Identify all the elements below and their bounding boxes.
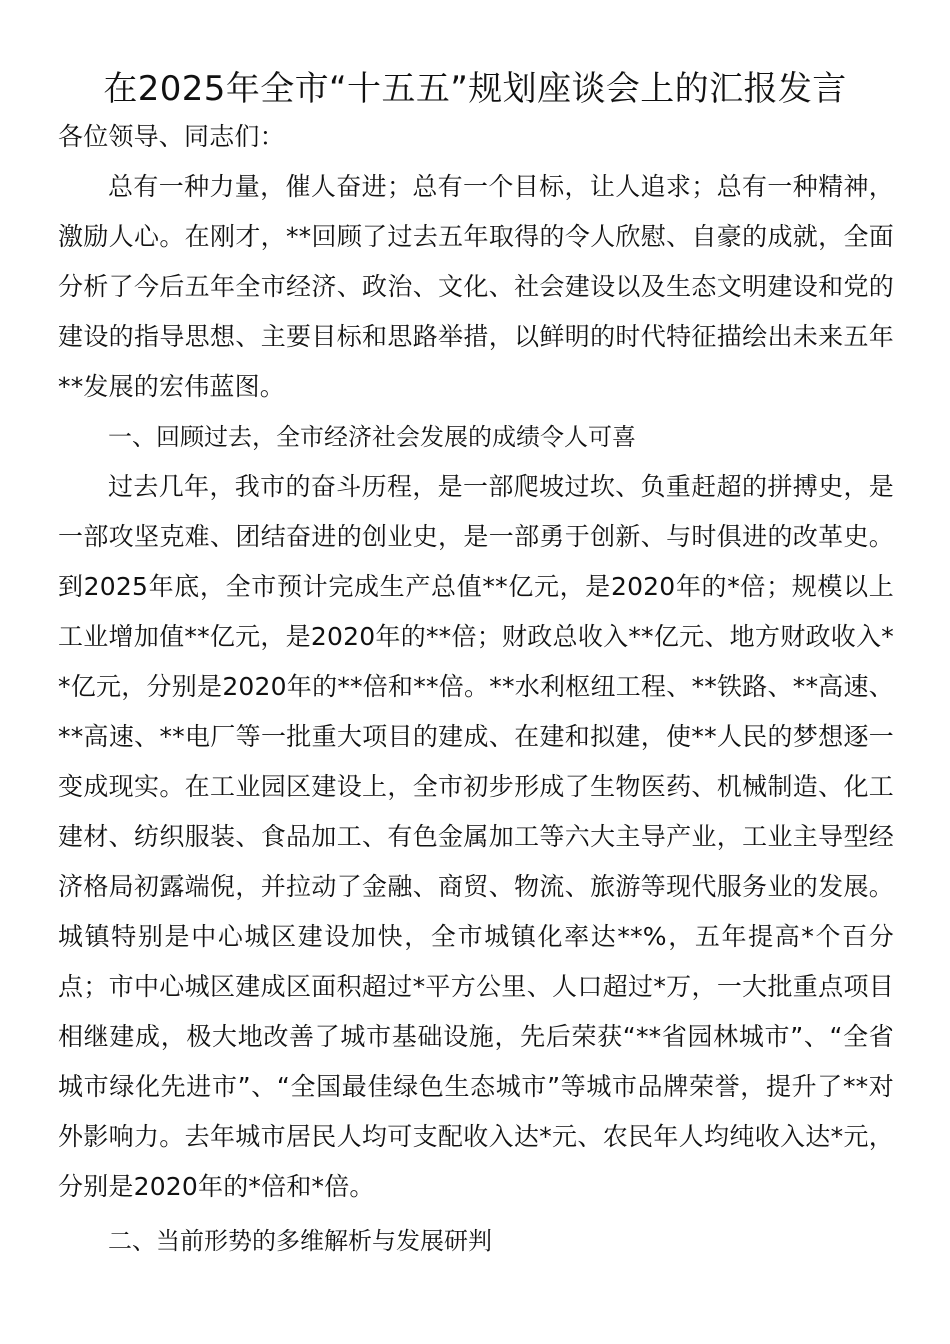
section-1-paragraph: 过去几年，我市的奋斗历程，是一部爬坡过坎、负重赶超的拼搏史，是一部攻坚克难、团结奋进的创业史，是一部勇于创新、与时俱进的改革史。到2025年底，全市预计完成生产总值**亿元，是2020年的*倍；规模以上工业增加值**亿元，是2020年的**倍；财政总收入**亿元、地方财政收入**亿元，分别是2020年的**倍和**倍。**水利枢纽工程、**铁路、**高速、**高速、**电厂等一批重大项目的建成、在建和拟建，使**人民的梦想逐一变成现实。在工业园区建设上，全市初步形成了生物医药、机械制造、化工建材、纺织服装、食品加工、有色金属加工等六大主导产业，工业主导型经济格局初露端倪，并拉动了金融、商贸、物流、旅游等现代服务业的发展。城镇特别是中心城区建设加快，全市城镇化率达**%，五年提高*个百分点；市中心城区建成区面积超过*平方公里、人口超过*万，一大批重点项目相继建成，极大地改善了城市基础设施，先后荣获“**省园林城市”、“全省城市绿化先进市”、“全国最佳绿色生态城市”等城市品牌荣誉，提升了**对外影响力。去年城市居民人均可支配收入达*元、农民年人均纯收入达*元，分别是2020年的*倍和*倍。: [58, 472, 894, 1201]
document-body: [58, 112, 894, 1266]
salutation: 各位领导、同志们：: [58, 122, 285, 151]
section-heading-1: 一、回顾过去，全市经济社会发展的成绩令人可喜: [108, 423, 636, 451]
document-title: 在2025年全市“十五五”规划座谈会上的汇报发言: [103, 69, 847, 109]
opening-paragraph: 总有一种力量，催人奋进；总有一个目标，让人追求；总有一种精神，激励人心。在刚才，**回顾了过去五年取得的令人欣慰、自豪的成就，全面分析了今后五年全市经济、政治、文化、社会建设以及生态文明建设和党的建设的指导思想、主要目标和思路举措，以鲜明的时代特征描绘出未来五年**发展的宏伟蓝图。: [58, 172, 894, 401]
section-heading-2: 二、当前形势的多维解析与发展研判: [108, 1227, 492, 1255]
